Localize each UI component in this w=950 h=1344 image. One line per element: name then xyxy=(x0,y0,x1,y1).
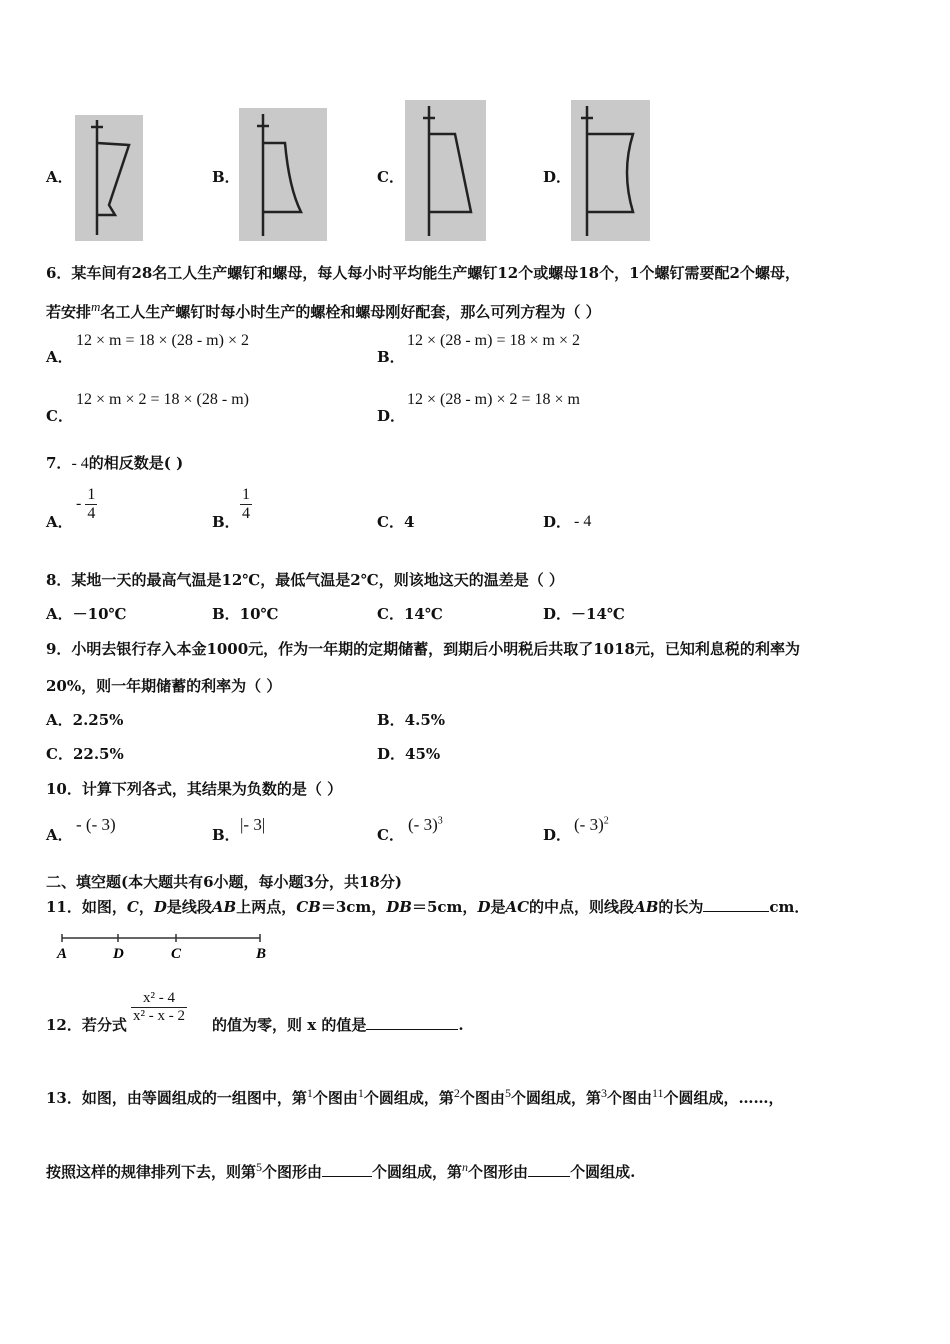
q11-segment-diagram xyxy=(52,930,277,964)
q12-post: 的值为零，则 x 的值是 . xyxy=(212,1016,464,1034)
answer-blank[interactable] xyxy=(703,897,769,912)
q7-option-d-value: - 4 xyxy=(574,513,592,530)
q8-option-d: D．－14℃ xyxy=(543,605,625,623)
q6-option-b-expr: 12 × (28 - m) = 18 × m × 2 xyxy=(407,332,580,349)
q6-line2: 若安排m名工人生产螺钉时每小时生产的螺栓和螺母刚好配套，那么可列方程为（ ） xyxy=(46,299,601,321)
q10-stem: 10．计算下列各式，其结果为负数的是（ ） xyxy=(46,780,343,798)
point-d-label: D xyxy=(113,946,124,962)
q6-option-a-label: A． xyxy=(46,348,73,366)
q10-option-d-expr: (- 3)$^2$ xyxy=(574,815,609,834)
option-label: D． xyxy=(543,168,572,186)
answer-blank[interactable] xyxy=(366,1015,458,1030)
option-b-figure xyxy=(239,108,327,241)
q6-option-d-expr: 12 × (28 - m) × 2 = 18 × m xyxy=(407,391,580,408)
q7-option-a-value: - $\frac{1}{4}$ xyxy=(76,486,96,522)
q7-option-d-label: D． xyxy=(543,513,572,531)
q10-option-d-label: D． xyxy=(543,826,572,844)
q8-option-a: A．－10℃ xyxy=(46,605,127,623)
q9-line2: 20%，则一年期储蓄的利率为（ ） xyxy=(46,677,282,695)
q6-option-c-label: C． xyxy=(46,407,73,425)
q9-option-a: A．2.25% xyxy=(46,711,124,729)
variable-m: m xyxy=(91,299,101,314)
q8-stem: 8．某地一天的最高气温是12℃，最低气温是2℃，则该地这天的温差是（ ） xyxy=(46,571,564,589)
q6-option-a-expr: 12 × m = 18 × (28 - m) × 2 xyxy=(76,332,249,349)
q13-line1: 13．如图，由等圆组成的一组图中，第$^1$个图由$^1$个圆组成，第$^2$个图由$^5$个圆组成，第$^3$个图由$^{11}$个圆组成，……， xyxy=(46,1086,784,1107)
q9-line1: 9．小明去银行存入本金1000元，作为一年期的定期储蓄，到期后小明税后共取了1018元，已知利息税的利率为 xyxy=(46,640,800,658)
point-b-label: B xyxy=(256,946,267,962)
q6-line1: 6．某车间有28名工人生产螺钉和螺母，每人每小时平均能生产螺钉12个或螺母18个，1个螺钉需要配2个螺母， xyxy=(46,264,800,282)
q10-option-a-expr: - (- 3) xyxy=(76,815,116,834)
q11-stem: 11．如图，C，D是线段AB上两点，CB＝3cm，DB＝5cm，D是AC的中点，则线段AB的长为 cm． xyxy=(46,898,810,916)
section-title: 二、填空题(本大题共有6小题，每小题3分，共18分) xyxy=(46,873,402,891)
q10-option-b-label: B． xyxy=(212,826,240,844)
q10-option-b-expr: |- 3| xyxy=(240,815,266,834)
q7-option-b-value: $\frac{1}{4}$ xyxy=(242,486,250,522)
q7-option-c: C．4 xyxy=(377,513,415,531)
q6-option-d-label: D． xyxy=(377,407,406,425)
q6-option-c-expr: 12 × m × 2 = 18 × (28 - m) xyxy=(76,391,249,408)
q8-option-b: B．10℃ xyxy=(212,605,279,623)
answer-blank-1[interactable] xyxy=(322,1162,372,1177)
q8-option-c: C．14℃ xyxy=(377,605,443,623)
option-label: C． xyxy=(377,168,404,186)
q9-option-c: C．22.5% xyxy=(46,745,124,763)
option-label: B． xyxy=(212,168,240,186)
q9-option-d: D．45% xyxy=(377,745,441,763)
q12-fraction: $\frac{\text{x² - 4}}{\text{x² - x - 2}}$ xyxy=(133,990,185,1024)
q10-option-c-expr: (- 3)$^3$ xyxy=(408,815,443,834)
option-c-figure xyxy=(405,100,486,241)
option-label: A． xyxy=(46,168,73,186)
q7-stem: 7．- 4的相反数是( ) xyxy=(46,454,184,472)
q13-line2: 按照这样的规律排列下去，则第$^5$个图形由 个圆组成，第$^n$个图形由 个圆组成. xyxy=(46,1160,636,1181)
q10-option-c-label: C． xyxy=(377,826,404,844)
point-a-label: A xyxy=(57,946,68,962)
q12-pre: 12．若分式 xyxy=(46,1016,127,1034)
q6-option-b-label: B． xyxy=(377,348,405,366)
option-d-figure xyxy=(571,100,650,241)
q7-option-a-label: A． xyxy=(46,513,73,531)
q7-option-b-label: B． xyxy=(212,513,240,531)
q10-option-a-label: A． xyxy=(46,826,73,844)
q9-option-b: B．4.5% xyxy=(377,711,446,729)
option-a-figure xyxy=(75,115,143,241)
answer-blank-2[interactable] xyxy=(528,1162,570,1177)
point-c-label: C xyxy=(171,946,182,962)
